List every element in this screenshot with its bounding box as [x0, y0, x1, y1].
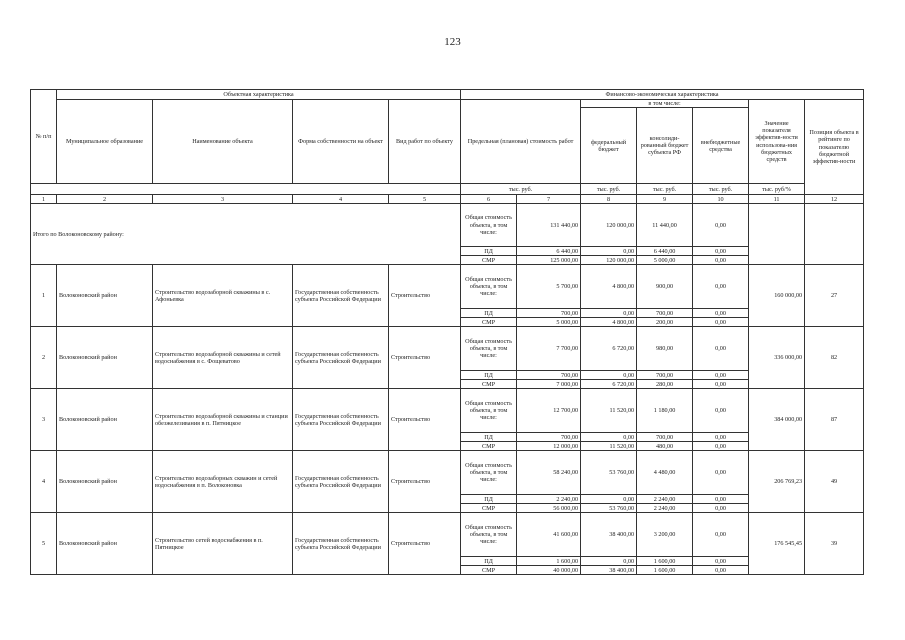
ownership-cell: Государственная собственность субъекта Российской Федерации — [293, 265, 389, 327]
cost-kind-cell: СМР — [461, 256, 517, 265]
cost-kind-cell: Общая стоимость объекта, в том числе: — [461, 265, 517, 309]
position-cell: 49 — [805, 451, 864, 513]
cost-total-cell: 7 000,00 — [517, 380, 581, 389]
cost-kind-cell: ПД — [461, 309, 517, 318]
cost-total-cell: 7 700,00 — [517, 327, 581, 371]
extrabudget-cell: 0,00 — [693, 309, 749, 318]
extrabudget-cell: 0,00 — [693, 513, 749, 557]
table-body — [31, 90, 864, 575]
consolidated-cell: 4 480,00 — [637, 451, 693, 495]
federal-cell: 120 000,00 — [581, 256, 637, 265]
unit-extrabudget: тыс. руб. — [693, 184, 749, 195]
header-municipality: Муниципальное образование — [57, 100, 153, 184]
header-row-mid — [31, 100, 864, 108]
extrabudget-cell: 0,00 — [693, 566, 749, 575]
cost-kind-cell: СМР — [461, 566, 517, 575]
header-federal: федеральный бюджет — [581, 108, 637, 184]
extrabudget-cell: 0,00 — [693, 204, 749, 247]
federal-cell: 0,00 — [581, 557, 637, 566]
col-number: 8 — [581, 195, 637, 204]
col-number: 6 — [461, 195, 517, 204]
municipality-cell: Волоконовский район — [57, 513, 153, 575]
unit-cost: тыс. руб. — [461, 184, 581, 195]
col-number: 11 — [749, 195, 805, 204]
consolidated-cell: 480,00 — [637, 442, 693, 451]
consolidated-cell: 1 600,00 — [637, 566, 693, 575]
extrabudget-cell: 0,00 — [693, 495, 749, 504]
extrabudget-cell: 0,00 — [693, 389, 749, 433]
position-cell: 82 — [805, 327, 864, 389]
cost-kind-cell: ПД — [461, 371, 517, 380]
extrabudget-cell: 0,00 — [693, 504, 749, 513]
consolidated-cell: 700,00 — [637, 371, 693, 380]
table-row — [31, 451, 864, 495]
extrabudget-cell: 0,00 — [693, 442, 749, 451]
unit-indicator: тыс. руб/% — [749, 184, 805, 195]
cost-total-cell: 125 000,00 — [517, 256, 581, 265]
municipality-cell: Волоконовский район — [57, 389, 153, 451]
object-name-cell: Строительство сетей водоснабжения в п. Пятницкое — [153, 513, 293, 575]
table-row — [31, 389, 864, 433]
consolidated-cell: 2 240,00 — [637, 504, 693, 513]
table-row — [31, 265, 864, 309]
federal-cell: 0,00 — [581, 309, 637, 318]
col-number: 1 — [31, 195, 57, 204]
cost-kind-cell: Общая стоимость объекта, в том числе: — [461, 327, 517, 371]
header-max-cost: Предельная (плановая) стоимость работ — [461, 100, 581, 184]
consolidated-cell: 1 600,00 — [637, 557, 693, 566]
cost-total-cell: 5 000,00 — [517, 318, 581, 327]
work-type-cell: Строительство — [389, 389, 461, 451]
unit-federal: тыс. руб. — [581, 184, 637, 195]
col-number: 4 — [293, 195, 389, 204]
cost-kind-cell: ПД — [461, 433, 517, 442]
cost-total-cell: 12 000,00 — [517, 442, 581, 451]
consolidated-cell: 200,00 — [637, 318, 693, 327]
extrabudget-cell: 0,00 — [693, 265, 749, 309]
municipality-cell: Волоконовский район — [57, 265, 153, 327]
work-type-cell: Строительство — [389, 327, 461, 389]
cost-total-cell: 700,00 — [517, 371, 581, 380]
position-cell: 39 — [805, 513, 864, 575]
consolidated-cell: 900,00 — [637, 265, 693, 309]
indicator-cell: 206 769,23 — [749, 451, 805, 513]
col-number: 3 — [153, 195, 293, 204]
federal-cell: 4 800,00 — [581, 265, 637, 309]
municipality-cell: Волоконовский район — [57, 327, 153, 389]
consolidated-cell: 5 000,00 — [637, 256, 693, 265]
extrabudget-cell: 0,00 — [693, 318, 749, 327]
col-number: 12 — [805, 195, 864, 204]
cost-kind-cell: Общая стоимость объекта, в том числе: — [461, 451, 517, 495]
consolidated-cell: 2 240,00 — [637, 495, 693, 504]
cost-kind-cell: СМР — [461, 380, 517, 389]
cost-kind-cell: ПД — [461, 557, 517, 566]
object-number: 2 — [31, 327, 57, 389]
extrabudget-cell: 0,00 — [693, 256, 749, 265]
consolidated-cell: 280,00 — [637, 380, 693, 389]
object-number: 1 — [31, 265, 57, 327]
header-extrabudget: внебюджетные средства — [693, 108, 749, 184]
consolidated-cell: 700,00 — [637, 433, 693, 442]
indicator-cell: 336 000,00 — [749, 327, 805, 389]
object-name-cell: Строительство водозаборной скважины и сетей водоснабжения в с. Фощеватово — [153, 327, 293, 389]
extrabudget-cell: 0,00 — [693, 451, 749, 495]
federal-cell: 6 720,00 — [581, 327, 637, 371]
federal-cell: 4 800,00 — [581, 318, 637, 327]
consolidated-cell: 1 180,00 — [637, 389, 693, 433]
extrabudget-cell: 0,00 — [693, 380, 749, 389]
object-number: 5 — [31, 513, 57, 575]
federal-cell: 6 720,00 — [581, 380, 637, 389]
col-number: 5 — [389, 195, 461, 204]
column-numbers-row — [31, 195, 864, 204]
cost-total-cell: 41 600,00 — [517, 513, 581, 557]
header-object-name: Наименование объекта — [153, 100, 293, 184]
cost-kind-cell: Общая стоимость объекта, в том числе: — [461, 204, 517, 247]
cost-kind-cell: СМР — [461, 442, 517, 451]
object-name-cell: Строительство водозаборных скважин и сетей водоснабжения в п. Волоконовка — [153, 451, 293, 513]
indicator-cell: 384 000,00 — [749, 389, 805, 451]
cost-total-cell: 58 240,00 — [517, 451, 581, 495]
table-row — [31, 513, 864, 557]
cost-kind-cell: Общая стоимость объекта, в том числе: — [461, 389, 517, 433]
header-position: Позиция объекта в рейтинге по показателю бюджетной эффектив-ности — [805, 100, 864, 195]
cost-total-cell: 1 600,00 — [517, 557, 581, 566]
ownership-cell: Государственная собственность субъекта Российской Федерации — [293, 327, 389, 389]
extrabudget-cell: 0,00 — [693, 371, 749, 380]
object-name-cell: Строительство водозаборной скважины в с. Афоньевка — [153, 265, 293, 327]
ownership-cell: Государственная собственность субъекта Российской Федерации — [293, 513, 389, 575]
work-type-cell: Строительство — [389, 513, 461, 575]
ownership-cell: Государственная собственность субъекта Российской Федерации — [293, 451, 389, 513]
ownership-cell: Государственная собственность субъекта Российской Федерации — [293, 389, 389, 451]
cost-kind-cell: СМР — [461, 504, 517, 513]
cost-total-cell: 700,00 — [517, 309, 581, 318]
federal-cell: 0,00 — [581, 371, 637, 380]
cost-total-cell: 700,00 — [517, 433, 581, 442]
federal-cell: 0,00 — [581, 433, 637, 442]
table-row — [31, 204, 864, 247]
object-number: 3 — [31, 389, 57, 451]
cost-kind-cell: Общая стоимость объекта, в том числе: — [461, 513, 517, 557]
object-number: 4 — [31, 451, 57, 513]
federal-cell: 53 760,00 — [581, 504, 637, 513]
extrabudget-cell: 0,00 — [693, 557, 749, 566]
header-row-groups — [31, 90, 864, 100]
federal-cell: 0,00 — [581, 247, 637, 256]
extrabudget-cell: 0,00 — [693, 247, 749, 256]
unit-consolidated: тыс. руб. — [637, 184, 693, 195]
header-consolidated: консолиди-рованный бюджет субъекта РФ — [637, 108, 693, 184]
position-cell: 27 — [805, 265, 864, 327]
header-group-object: Объектная характеристика — [57, 90, 461, 100]
extrabudget-cell: 0,00 — [693, 327, 749, 371]
header-num: № п/п — [31, 90, 57, 184]
header-including: в том числе: — [581, 100, 749, 108]
header-work-type: Вид работ по объекту — [389, 100, 461, 184]
municipality-cell: Волоконовский район — [57, 451, 153, 513]
indicator-cell: 160 000,00 — [749, 265, 805, 327]
page-number: 123 — [444, 36, 461, 48]
cost-total-cell: 131 440,00 — [517, 204, 581, 247]
header-ownership: Форма собственности на объект — [293, 100, 389, 184]
investment-objects-table — [30, 89, 864, 575]
cost-total-cell: 12 700,00 — [517, 389, 581, 433]
consolidated-cell: 700,00 — [637, 309, 693, 318]
cost-total-cell: 6 440,00 — [517, 247, 581, 256]
header-group-finance: Финансово-экономическая характеристика — [461, 90, 864, 100]
cost-total-cell: 5 700,00 — [517, 265, 581, 309]
federal-cell: 38 400,00 — [581, 566, 637, 575]
federal-cell: 11 520,00 — [581, 389, 637, 433]
consolidated-cell: 11 440,00 — [637, 204, 693, 247]
total-label: Итого по Волоконовскому району: — [31, 204, 461, 265]
cost-kind-cell: ПД — [461, 495, 517, 504]
cost-total-cell: 56 000,00 — [517, 504, 581, 513]
cost-kind-cell: СМР — [461, 318, 517, 327]
federal-cell: 0,00 — [581, 495, 637, 504]
extrabudget-cell: 0,00 — [693, 433, 749, 442]
cost-total-cell: 2 240,00 — [517, 495, 581, 504]
indicator-cell — [749, 204, 805, 265]
indicator-cell: 176 545,45 — [749, 513, 805, 575]
cost-total-cell: 40 000,00 — [517, 566, 581, 575]
col-number: 2 — [57, 195, 153, 204]
consolidated-cell: 6 440,00 — [637, 247, 693, 256]
col-number: 7 — [517, 195, 581, 204]
header-indicator: Значение показателя эффектив-ности использова-ния бюджетных средств — [749, 100, 805, 184]
col-number: 10 — [693, 195, 749, 204]
federal-cell: 53 760,00 — [581, 451, 637, 495]
position-cell — [805, 204, 864, 265]
object-name-cell: Строительство водозаборной скважины и станции обезжелезивания в п. Пятницкое — [153, 389, 293, 451]
federal-cell: 120 000,00 — [581, 204, 637, 247]
federal-cell: 11 520,00 — [581, 442, 637, 451]
consolidated-cell: 3 200,00 — [637, 513, 693, 557]
work-type-cell: Строительство — [389, 265, 461, 327]
work-type-cell: Строительство — [389, 451, 461, 513]
federal-cell: 38 400,00 — [581, 513, 637, 557]
col-number: 9 — [637, 195, 693, 204]
position-cell: 87 — [805, 389, 864, 451]
cost-kind-cell: ПД — [461, 247, 517, 256]
consolidated-cell: 980,00 — [637, 327, 693, 371]
table-row — [31, 327, 864, 371]
units-row — [31, 184, 864, 195]
